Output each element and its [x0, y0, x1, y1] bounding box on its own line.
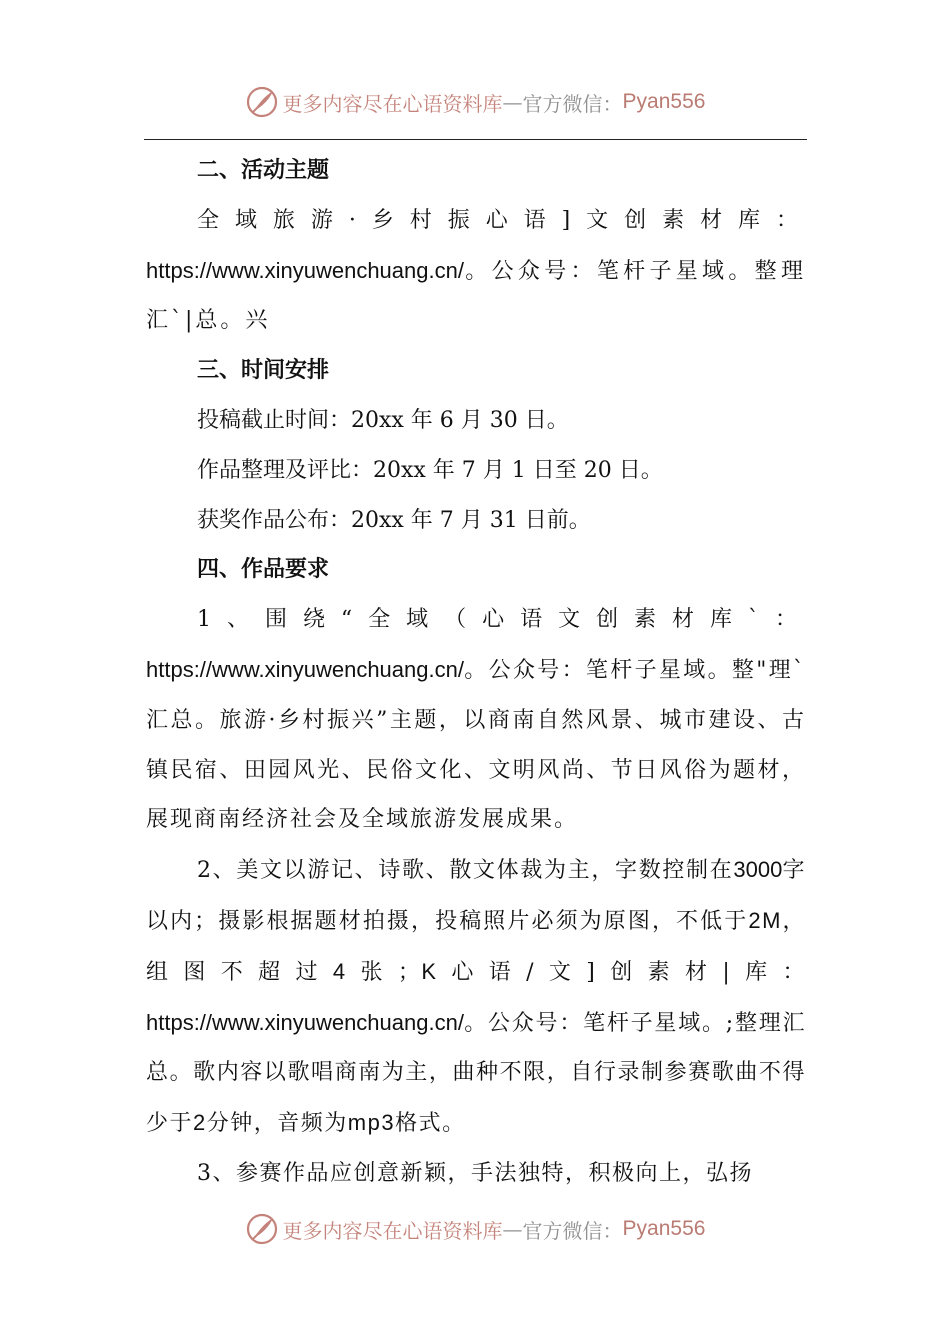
- item2-letter-k: K: [421, 958, 438, 984]
- item2-number-3000: 3000: [733, 857, 783, 883]
- theme-url-a: https://: [146, 257, 213, 283]
- requirement-item-3: 3、参赛作品应创意新颖，手法独特，积极向上，弘扬: [197, 1160, 753, 1186]
- header-dash: —: [502, 90, 523, 114]
- theme-text-a: 全域旅游·乡村振心语]文创素材库：: [197, 207, 806, 233]
- item1-url-b: www.xinyuwenchuang.cn/: [212, 656, 464, 682]
- theme-url-b: www.xinyuwenchuang.cn/: [212, 257, 464, 283]
- item2-text-g: 分钟，音频为: [206, 1111, 348, 1137]
- schedule-line-announcement: 获奖作品公布：20xx 年 7 月 31 日前。: [197, 507, 591, 533]
- item1-text-b: 。公众号：笔杆子星域。整"理`汇总。旅游·乡村振兴”主题，以商南自然风景、城市建设、古镇民宿、田园风光、民俗文化、文明风尚、节日风俗为题材，展现商南经济社会及全域旅游发展成果。: [146, 657, 806, 833]
- feather-pen-logo-icon: [245, 85, 279, 119]
- item1-url-a: https://: [146, 656, 213, 682]
- header-banner-text: 更多内容尽在心语资料库: [282, 91, 503, 116]
- section-heading-requirements: 四、作品要求: [197, 556, 330, 583]
- item2-text-c: ，组图不超过: [146, 908, 806, 985]
- feather-pen-logo-icon: [245, 1212, 279, 1246]
- header-wechat-id: Pyan556: [622, 90, 706, 113]
- header-wechat-label: 官方微信：: [522, 91, 623, 116]
- header-rule: [144, 139, 807, 140]
- item2-url: https://www.xinyuwenchuang.cn/: [146, 1009, 464, 1035]
- item2-size: 2M: [748, 907, 782, 933]
- item2-text-e: 心语/文]创素材|库：: [437, 959, 806, 985]
- item2-format: mp3: [347, 1110, 396, 1136]
- requirement-item-2: [146, 845, 806, 1149]
- footer-wechat-label: 官方微信：: [522, 1218, 623, 1243]
- theme-text-b: 。公众号：笔杆子星域。整理汇`|总。兴: [146, 258, 806, 334]
- theme-paragraph: [146, 196, 806, 346]
- item2-text-a: 2、美文以游记、诗歌、散文体裁为主，字数控制在: [197, 858, 734, 884]
- item2-count: 4: [332, 958, 347, 984]
- footer-dash: —: [502, 1217, 523, 1241]
- section-heading-schedule: 三、时间安排: [197, 357, 330, 384]
- section-heading-theme: 二、活动主题: [197, 157, 330, 183]
- footer-banner: [0, 1209, 950, 1249]
- schedule-line-judging: 作品整理及评比：20xx 年 7 月 1 日至 20 日。: [197, 457, 663, 483]
- schedule-line-deadline: 投稿截止时间：20xx 年 6 月 30 日。: [197, 407, 569, 433]
- item1-text-a: 1、围绕“全域（心语文创素材库`：: [197, 607, 806, 633]
- document-body: [146, 146, 806, 1199]
- item2-text-b: 字以内；摄影根据题材拍摄，投稿照片必须为原图，不低于: [146, 858, 806, 934]
- item2-text-d: 张；: [346, 959, 422, 985]
- item2-text-h: 格式。: [395, 1111, 466, 1137]
- item2-text-f: 。公众号：笔杆子星域。;整理汇总。歌内容以歌唱商南为主，曲种不限，自行录制参赛歌曲不得少于: [146, 1010, 806, 1137]
- item2-minutes: 2: [193, 1110, 207, 1136]
- footer-wechat-id: Pyan556: [622, 1217, 706, 1240]
- requirement-item-1: [146, 595, 806, 845]
- footer-banner-text: 更多内容尽在心语资料库: [282, 1218, 503, 1243]
- header-banner: [0, 82, 950, 122]
